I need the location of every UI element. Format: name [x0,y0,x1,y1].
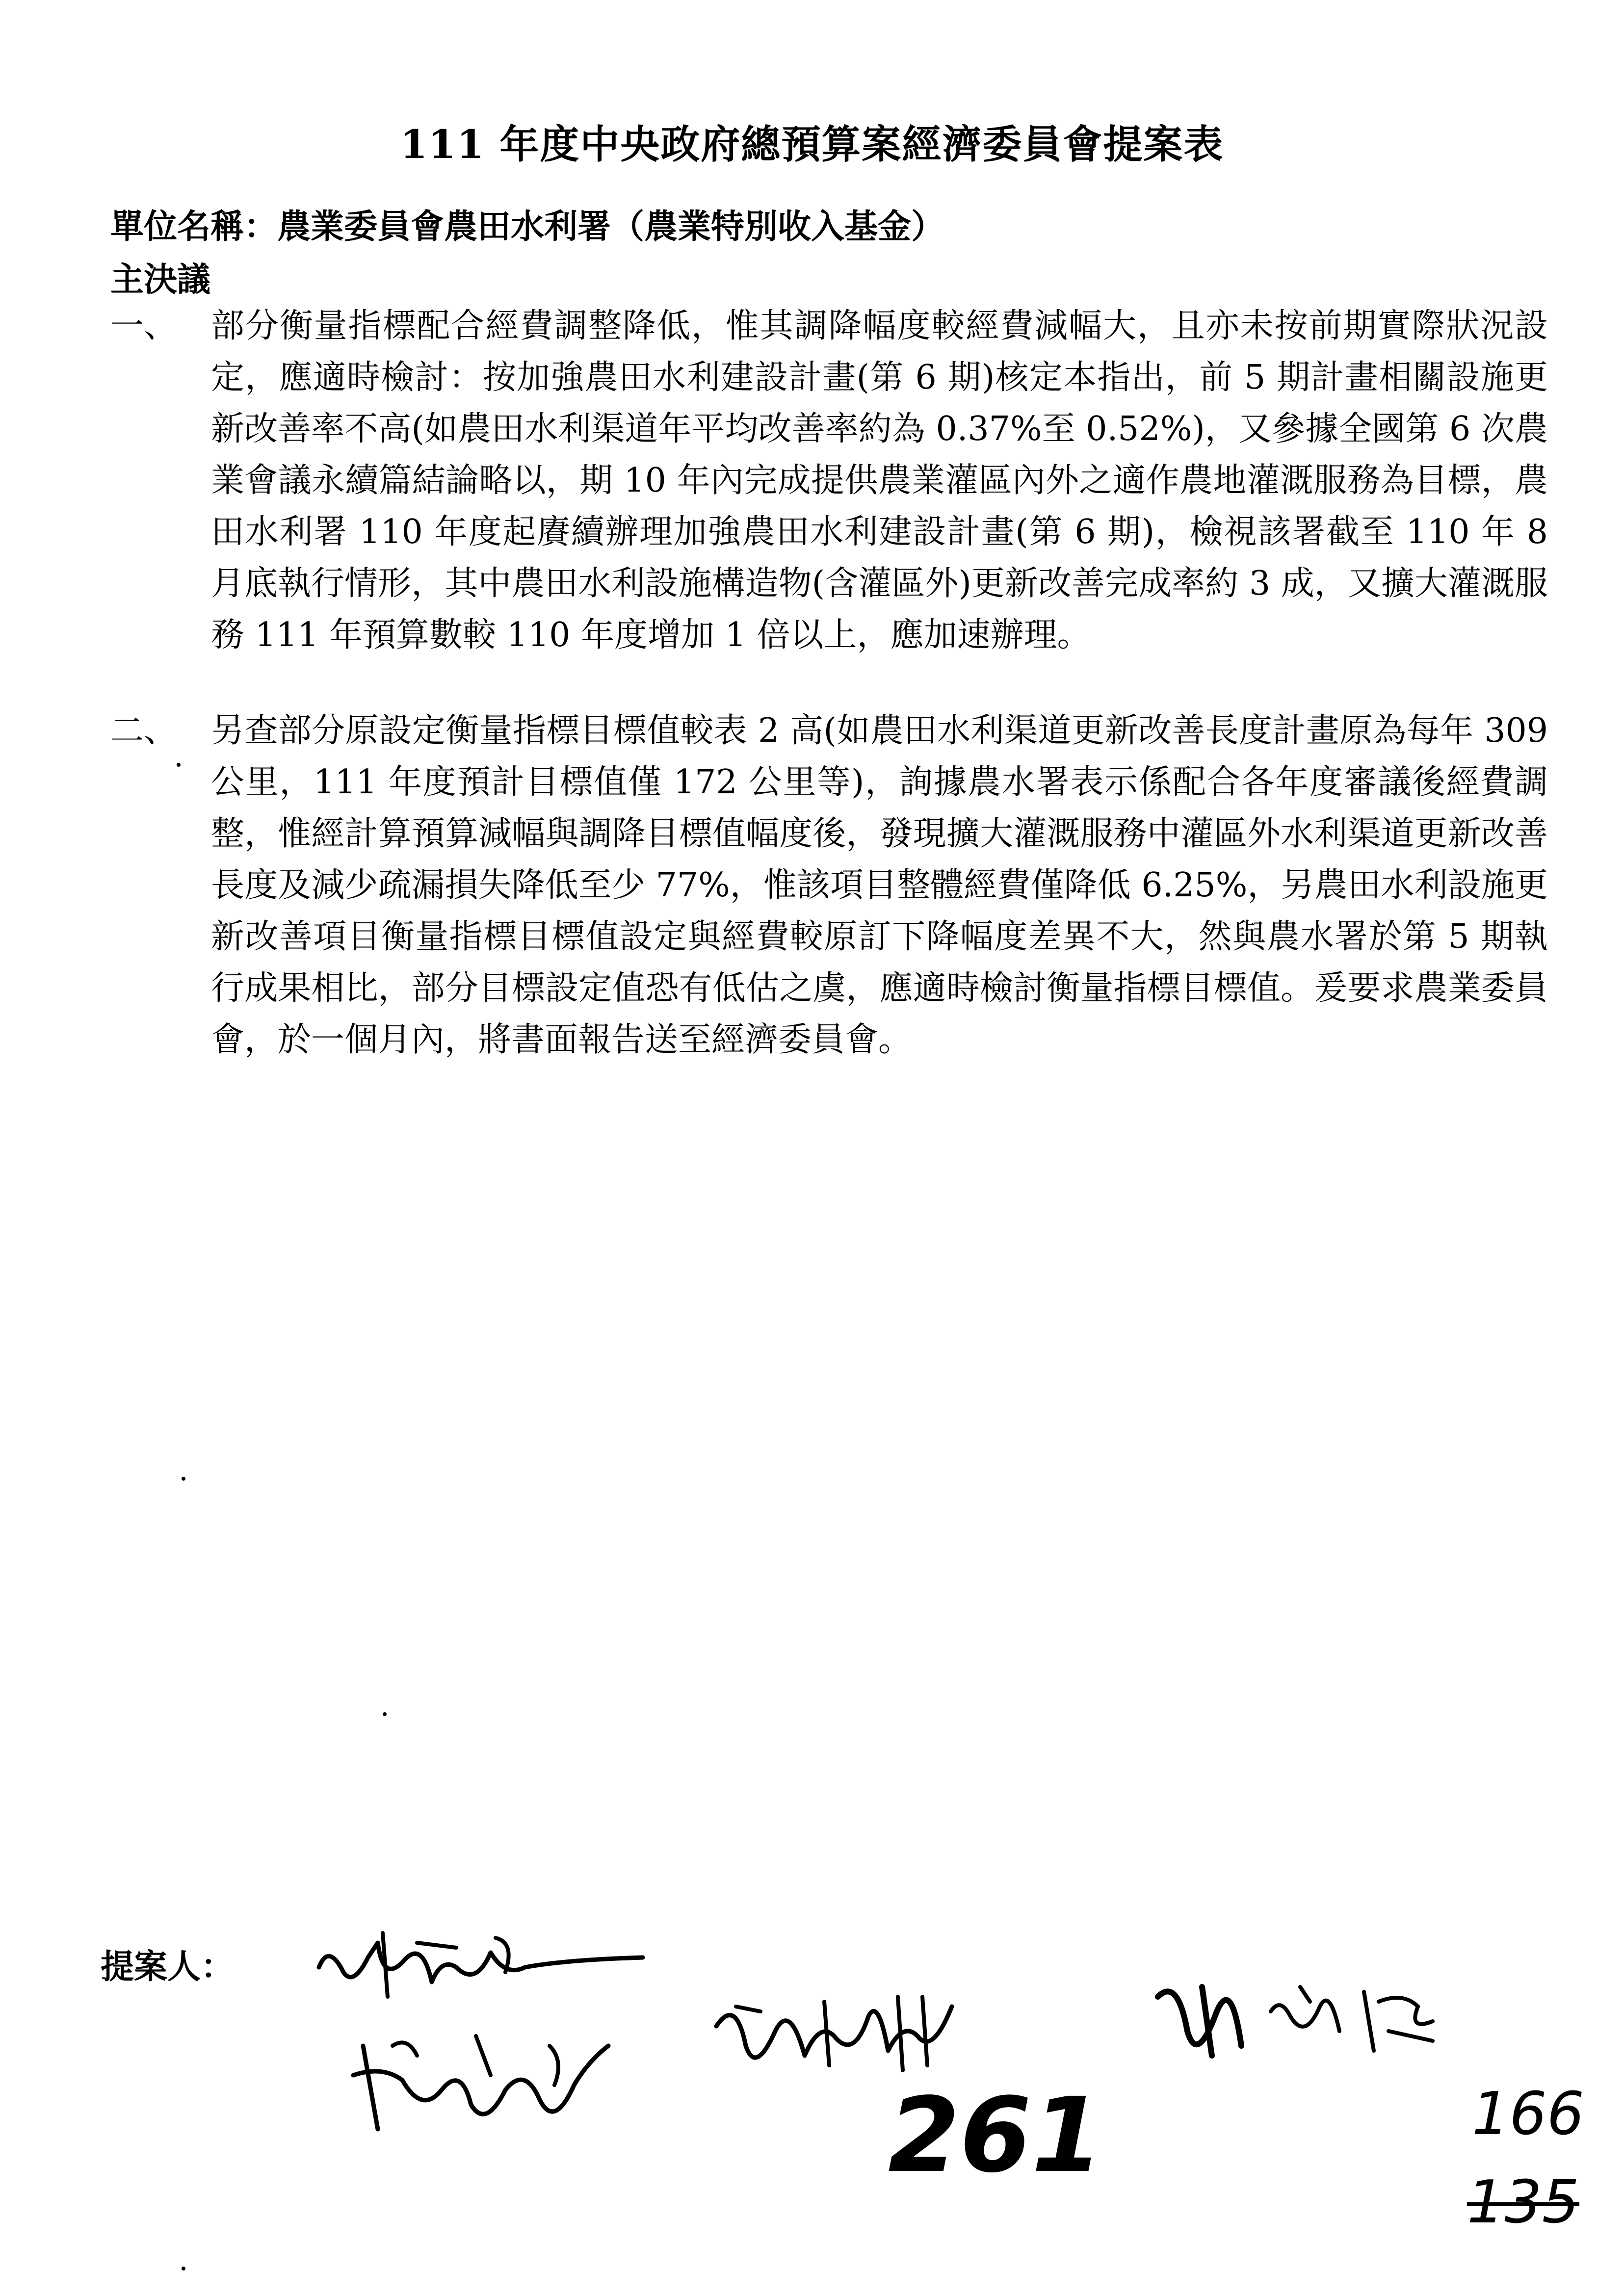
item-text: 另查部分原設定衡量指標目標值較表 2 高(如農田水利渠道更新改善長度計畫原為每年 309 公里，111 年度預計目標值僅 172 公里等)，詢據農水署表示係配合各年度審議後經費調整，惟經計算預算減幅與調降目標值幅度後，發現擴大灌溉服務中灌區外水利渠道更新改善長度及減少疏漏損失降低至少 77%，惟該項目整體經費僅降低 6.25%，另農田水利設施更新改善項目衡量指標目標值設定與經費較原訂下降幅度差異不大，然與農水署於第 5 期執行成果相比，部分目標設定值恐有低估之虞，應適時檢討衡量指標目標值。爰要求農業委員會，於一個月內，將書面報告送至經濟委員會。 [211,711,1548,1059]
corner-number-old-struck: 135 [1467,2168,1580,2237]
section-heading: 主決議 [110,260,211,299]
signature-3-image [707,1977,962,2085]
item-number: 二、 [110,711,178,750]
item-number: 一、 [110,307,178,345]
scan-speck [182,1477,185,1481]
signature-2-image [343,2016,618,2144]
document-title: 111 年度中央政府總預算案經濟委員會提案表 [400,121,1224,167]
signature-1-image [309,1913,653,2011]
scan-speck [177,763,181,767]
proposer-label: 提案人： [101,1947,235,1986]
scan-speck [182,2267,185,2270]
corner-number-new: 166 [1472,2080,1585,2148]
resolution-item-1 [110,300,1548,712]
resolution-item-2 [110,705,1548,1117]
signature-4-image [1143,1957,1447,2075]
page-number-handwritten: 261 [888,2075,1103,2195]
scan-speck [383,1712,387,1716]
item-text: 部分衡量指標配合經費調整降低，惟其調降幅度較經費減幅大，且亦未按前期實際狀況設定，應適時檢討：按加強農田水利建設計畫(第 6 期)核定本指出，前 5 期計畫相關設施更新改善率不高(如農田水利渠道年平均改善率約為 0.37%至 0.52%)，又參據全國第 6 次農業會議永續篇結論略以，期 10 年內完成提供農業灌區內外之適作農地灌溉服務為目標，農田水利署 110 年度起賡續辦理加強農田水利建設計畫(第 6 期)，檢視該署截至 110 年 8 月底執行情形，其中農田水利設施構造物(含灌區外)更新改善完成率約 3 成，又擴大灌溉服務 111 年預算數較 110 年度增加 1 倍以上，應加速辦理。 [211,307,1548,654]
unit-name: 單位名稱：農業委員會農田水利署（農業特別收入基金） [110,207,945,246]
